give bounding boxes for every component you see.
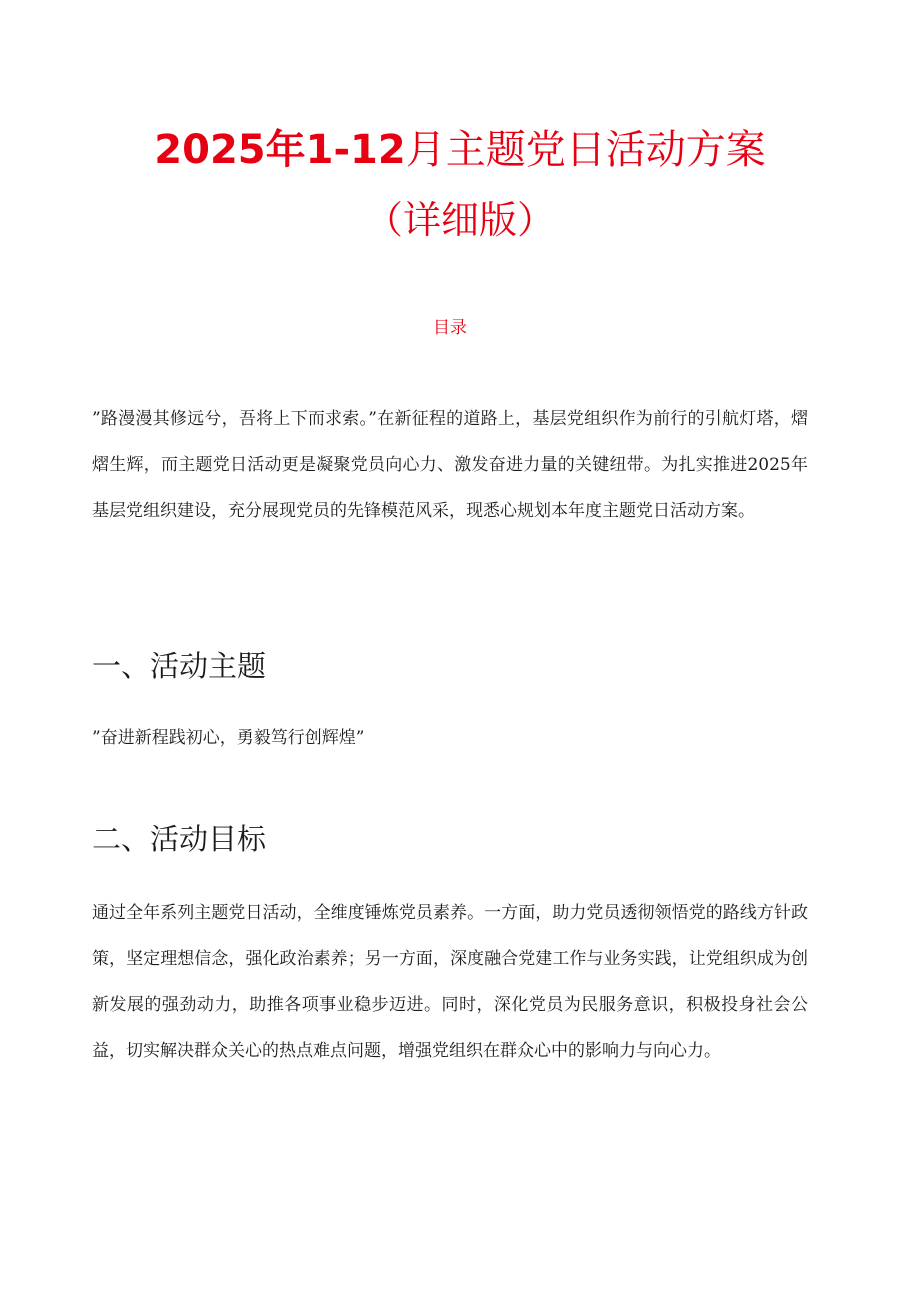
document-title <box>0 122 920 178</box>
goal-paragraph: 通过全年系列主题党日活动，全维度锤炼党员素养。一方面，助力党员透彻领悟党的路线方针政策，坚定理想信念，强化政治素养；另一方面，深度融合党建工作与业务实践，让党组织成为创新发展的强劲动力，助推各项事业稳步迈进。同时，深化党员为民服务意识，积极投身社会公益，切实解决群众关心的热点难点问题，增强党组织在群众心中的影响力与向心力。 <box>92 903 808 1061</box>
title-text: 月主题党日活动方案 <box>405 127 766 173</box>
section-heading-goal: 二、活动目标 <box>92 822 267 856</box>
document-subtitle: （详细版） <box>364 198 555 242</box>
section-heading-theme: 一、活动主题 <box>92 649 267 683</box>
intro-paragraph: ”路漫漫其修远兮，吾将上下而求索。”在新征程的道路上，基层党组织作为前行的引航灯塔，熠熠生辉，而主题党日活动更是凝聚党员向心力、激发奋进力量的关键纽带。为扎实推进2025年基层党组织建设，充分展现党员的先锋模范风采，现悉心规划本年度主题党日活动方案。 <box>92 409 808 521</box>
theme-text: ”奋进新程践初心，勇毅笃行创辉煌” <box>92 728 365 748</box>
title-year-range: 2025年1-12 <box>154 127 406 173</box>
toc-label[interactable]: 目录 <box>433 318 467 338</box>
